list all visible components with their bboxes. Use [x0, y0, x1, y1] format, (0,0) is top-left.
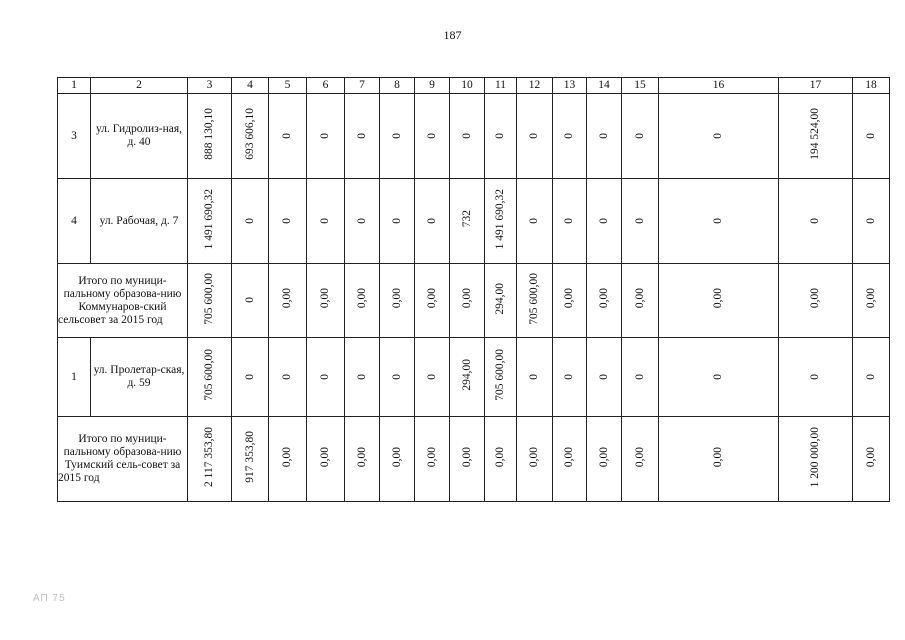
- cell-value: 0,00: [712, 446, 724, 468]
- header-cell: 12: [517, 78, 553, 94]
- value-cell: [779, 264, 853, 338]
- value-cell: [380, 94, 415, 179]
- header-cell: 18: [853, 78, 890, 94]
- value-cell: [853, 417, 890, 502]
- cell-value: 0: [563, 132, 575, 139]
- header-cell: 5: [269, 78, 307, 94]
- value-cell: [517, 417, 553, 502]
- cell-value: 0: [633, 132, 646, 139]
- value-cell: [380, 179, 415, 264]
- cell-value: 705 600,00: [528, 272, 540, 325]
- total-label: Итого по муници-пальному образова-нию Коммунаров-ский сельсовет за 2015 год: [58, 264, 188, 338]
- value-cell: [622, 94, 659, 179]
- header-cell: 17: [779, 78, 853, 94]
- value-cell: [587, 94, 622, 179]
- value-cell: [415, 264, 450, 338]
- value-cell: [553, 179, 587, 264]
- cell-value: 0,00: [390, 446, 403, 468]
- value-cell: [307, 179, 345, 264]
- header-cell: 1: [58, 78, 91, 94]
- cell-value: 0,00: [390, 288, 403, 309]
- value-cell: [380, 338, 415, 417]
- cell-value: 0: [243, 217, 256, 224]
- address-cell: ул. Рабочая, д. 7: [91, 179, 188, 264]
- value-cell: [345, 179, 380, 264]
- value-cell: [779, 338, 853, 417]
- cell-value: 0: [319, 217, 331, 224]
- cell-value: 0: [864, 373, 877, 380]
- data-table: [57, 77, 890, 502]
- cell-value: 917 353,80: [243, 431, 256, 483]
- cell-value: 0: [243, 373, 256, 380]
- cell-value: 0: [864, 217, 877, 224]
- value-cell: [659, 417, 779, 502]
- cell-value: 0: [355, 132, 368, 139]
- cell-value: 0,00: [633, 446, 646, 468]
- cell-value: 888 130,10: [203, 108, 215, 160]
- cell-value: 0,00: [809, 288, 821, 309]
- cell-value: 0: [563, 217, 575, 224]
- cell-value: 0: [390, 132, 403, 139]
- cell-value: 0,00: [563, 446, 575, 468]
- value-cell: [269, 338, 307, 417]
- cell-value: 0: [281, 373, 293, 380]
- value-cell: [307, 94, 345, 179]
- cell-value: 0: [528, 217, 540, 224]
- value-cell: [188, 338, 232, 417]
- cell-value: 2 117 353,80: [203, 427, 215, 487]
- cell-value: 0: [460, 132, 473, 139]
- cell-value: 0: [390, 217, 403, 224]
- value-cell: [587, 417, 622, 502]
- cell-value: 0: [809, 373, 821, 380]
- table-row: [58, 338, 890, 417]
- value-cell: [517, 338, 553, 417]
- cell-value: 0,00: [597, 446, 610, 468]
- value-cell: [553, 264, 587, 338]
- row-number: 4: [58, 179, 91, 264]
- value-cell: [659, 94, 779, 179]
- value-cell: [853, 338, 890, 417]
- value-cell: [485, 417, 517, 502]
- value-cell: [587, 264, 622, 338]
- value-cell: [485, 264, 517, 338]
- header-cell: 14: [587, 78, 622, 94]
- value-cell: [517, 264, 553, 338]
- footer-stamp: АП 75: [33, 593, 66, 604]
- cell-value: 294,00: [460, 359, 473, 391]
- cell-value: 0: [319, 132, 331, 139]
- value-cell: [853, 94, 890, 179]
- cell-value: 0: [528, 132, 540, 139]
- value-cell: [269, 179, 307, 264]
- value-cell: [553, 417, 587, 502]
- value-cell: [779, 417, 853, 502]
- value-cell: [553, 94, 587, 179]
- cell-value: 0,00: [355, 446, 368, 468]
- cell-value: 0: [425, 217, 438, 224]
- cell-value: 294,00: [494, 282, 506, 315]
- header-cell: 10: [450, 78, 485, 94]
- header-cell: 11: [485, 78, 517, 94]
- header-cell: 16: [659, 78, 779, 94]
- value-cell: [232, 417, 269, 502]
- value-cell: [587, 338, 622, 417]
- value-cell: [415, 94, 450, 179]
- cell-value: 705 600,00: [203, 349, 215, 401]
- value-cell: [450, 338, 485, 417]
- cell-value: 1 491 690,32: [203, 188, 215, 250]
- value-cell: [659, 179, 779, 264]
- value-cell: [485, 94, 517, 179]
- value-cell: [269, 94, 307, 179]
- cell-value: 0,00: [633, 288, 646, 309]
- value-cell: [517, 94, 553, 179]
- cell-value: 0,00: [528, 446, 540, 468]
- cell-value: 0: [597, 132, 610, 139]
- address-cell: ул. Гидролиз-ная, д. 40: [91, 94, 188, 179]
- table-row: [58, 179, 890, 264]
- cell-value: 0,00: [712, 288, 724, 309]
- cell-value: 0,00: [281, 446, 293, 468]
- value-cell: [415, 179, 450, 264]
- cell-value: 0: [281, 217, 293, 224]
- value-cell: [415, 338, 450, 417]
- value-cell: [232, 179, 269, 264]
- value-cell: [622, 264, 659, 338]
- cell-value: 0,00: [597, 288, 610, 309]
- value-cell: [232, 338, 269, 417]
- cell-value: 0,00: [355, 288, 368, 309]
- cell-value: 0: [712, 132, 724, 139]
- value-cell: [450, 264, 485, 338]
- value-cell: [450, 179, 485, 264]
- cell-value: 0: [633, 373, 646, 380]
- page-number: 187: [443, 28, 462, 42]
- cell-value: 1 491 690,32: [494, 188, 506, 250]
- header-cell: 2: [91, 78, 188, 94]
- value-cell: [659, 338, 779, 417]
- value-cell: [622, 338, 659, 417]
- header-cell: 9: [415, 78, 450, 94]
- cell-value: 0,00: [494, 446, 506, 468]
- value-cell: [380, 417, 415, 502]
- cell-value: 0: [712, 373, 724, 380]
- value-cell: [587, 179, 622, 264]
- table-row: [58, 94, 890, 179]
- cell-value: 0: [425, 373, 438, 380]
- cell-value: 0: [597, 217, 610, 224]
- table-header-row: [58, 78, 890, 94]
- value-cell: [622, 179, 659, 264]
- value-cell: [232, 94, 269, 179]
- value-cell: [779, 94, 853, 179]
- cell-value: 0: [355, 217, 368, 224]
- value-cell: [853, 179, 890, 264]
- row-number: 3: [58, 94, 91, 179]
- cell-value: 0,00: [425, 446, 438, 468]
- cell-value: 0: [425, 132, 438, 139]
- cell-value: 0: [712, 217, 724, 224]
- cell-value: 0,00: [319, 288, 331, 309]
- cell-value: 693 606,10: [243, 108, 256, 160]
- cell-value: 0,00: [460, 446, 473, 468]
- header-cell: 8: [380, 78, 415, 94]
- cell-value: 0: [281, 132, 293, 139]
- value-cell: [450, 94, 485, 179]
- value-cell: [232, 264, 269, 338]
- value-cell: [779, 179, 853, 264]
- value-cell: [622, 417, 659, 502]
- cell-value: 0: [243, 297, 256, 303]
- value-cell: [553, 338, 587, 417]
- cell-value: 0: [494, 132, 506, 139]
- cell-value: 0,00: [281, 288, 293, 309]
- value-cell: [485, 338, 517, 417]
- value-cell: [380, 264, 415, 338]
- value-cell: [345, 264, 380, 338]
- cell-value: 0: [864, 132, 877, 139]
- cell-value: 732: [460, 210, 473, 228]
- header-cell: 15: [622, 78, 659, 94]
- value-cell: [415, 417, 450, 502]
- cell-value: 0: [528, 373, 540, 380]
- cell-value: 0: [809, 217, 821, 224]
- cell-value: 0: [633, 217, 646, 224]
- cell-value: 0: [355, 373, 368, 380]
- value-cell: [853, 264, 890, 338]
- cell-value: 1 200 000,00: [809, 426, 821, 488]
- value-cell: [188, 179, 232, 264]
- cell-value: 0: [563, 373, 575, 380]
- value-cell: [345, 338, 380, 417]
- cell-value: 0: [319, 373, 331, 380]
- header-cell: 6: [307, 78, 345, 94]
- value-cell: [659, 264, 779, 338]
- value-cell: [269, 417, 307, 502]
- value-cell: [269, 264, 307, 338]
- value-cell: [450, 417, 485, 502]
- cell-value: 705 600,00: [494, 349, 506, 401]
- table-row-total: [58, 417, 890, 502]
- value-cell: [307, 338, 345, 417]
- cell-value: 194 524,00: [809, 108, 821, 160]
- cell-value: 0: [390, 373, 403, 380]
- cell-value: 705 600,00: [203, 272, 215, 325]
- value-cell: [188, 264, 232, 338]
- value-cell: [517, 179, 553, 264]
- cell-value: 0: [597, 373, 610, 380]
- value-cell: [307, 417, 345, 502]
- total-label: Итого по муници-пальному образова-нию Туимский сель-совет за 2015 год: [58, 417, 188, 502]
- cell-value: 0,00: [864, 446, 877, 468]
- table-row-total: [58, 264, 890, 338]
- value-cell: [345, 94, 380, 179]
- cell-value: 0,00: [425, 288, 438, 309]
- cell-value: 0,00: [563, 288, 575, 309]
- cell-value: 0,00: [319, 446, 331, 468]
- cell-value: 0,00: [864, 288, 877, 309]
- value-cell: [485, 179, 517, 264]
- cell-value: 0,00: [460, 288, 473, 309]
- value-cell: [188, 417, 232, 502]
- value-cell: [345, 417, 380, 502]
- header-cell: 7: [345, 78, 380, 94]
- value-cell: [307, 264, 345, 338]
- header-cell: 4: [232, 78, 269, 94]
- address-cell: ул. Пролетар-ская, д. 59: [91, 338, 188, 417]
- header-cell: 3: [188, 78, 232, 94]
- header-cell: 13: [553, 78, 587, 94]
- value-cell: [188, 94, 232, 179]
- row-number: 1: [58, 338, 91, 417]
